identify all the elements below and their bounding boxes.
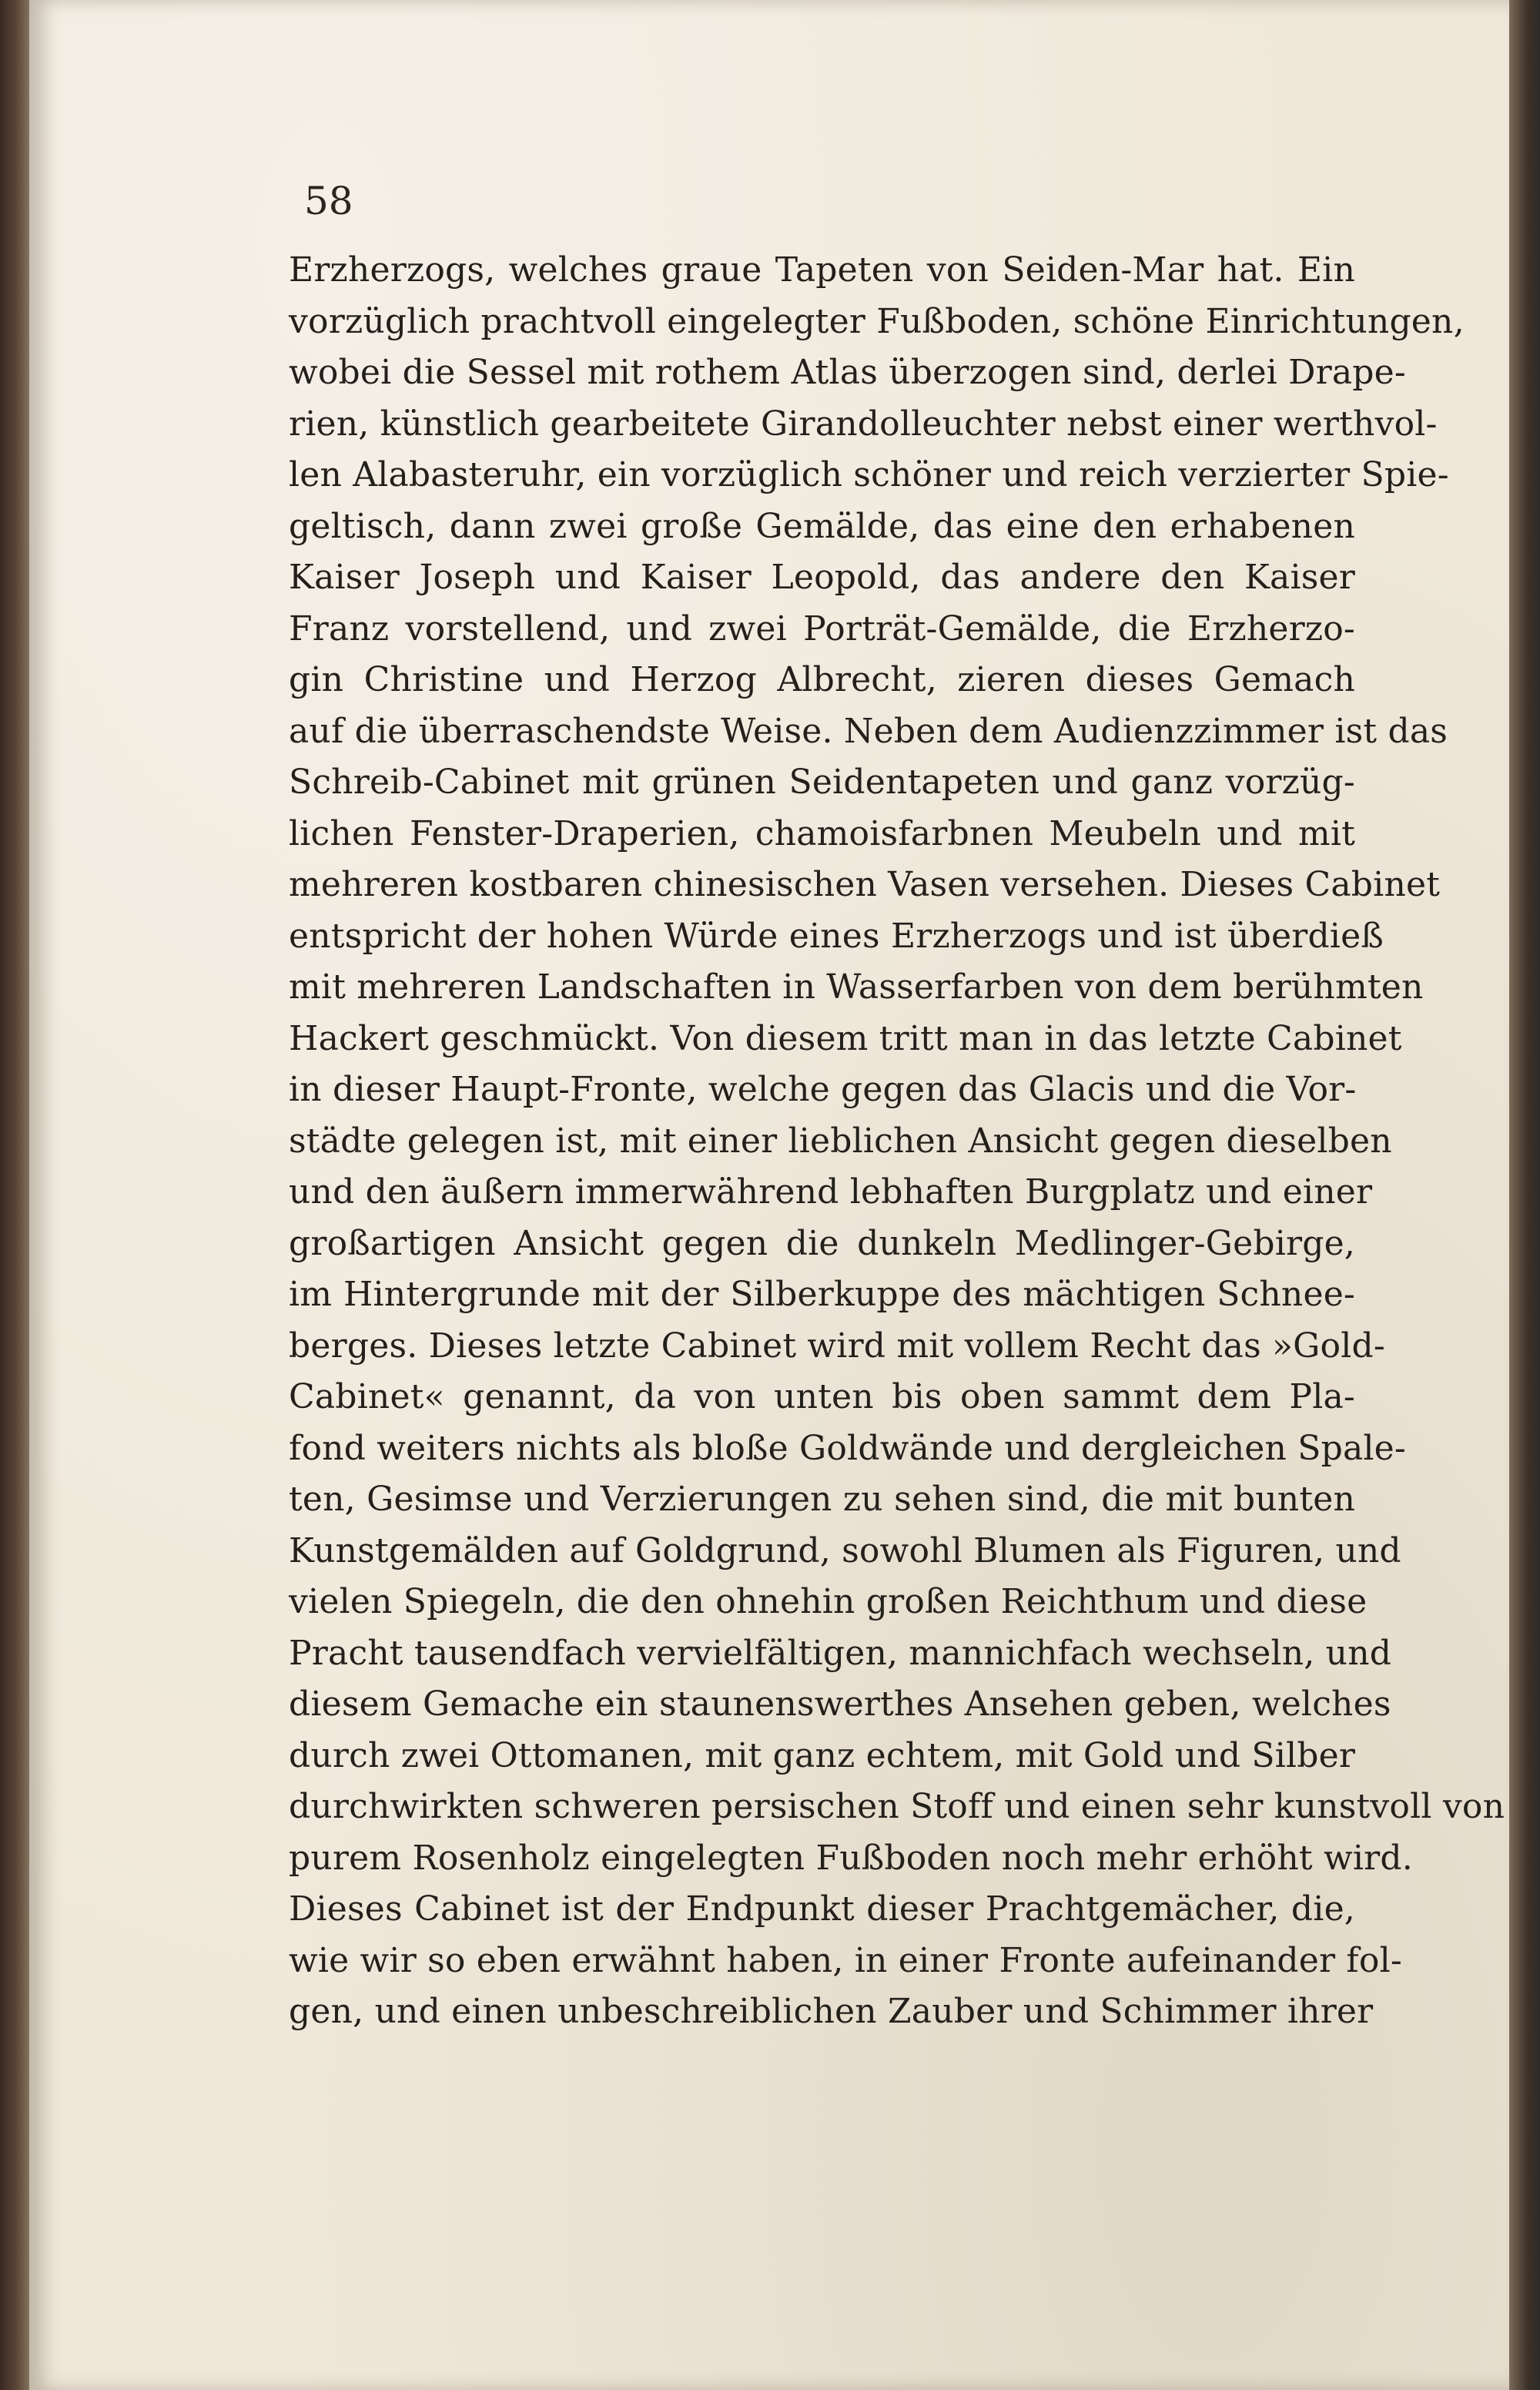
text-line: vorzüglich prachtvoll eingelegter Fußboden, schöne Einrichtungen, xyxy=(289,301,1465,341)
text-line: Schreib-Cabinet mit grünen Seidentapeten und ganz vorzüg- xyxy=(289,763,1355,802)
text-line: gen, und einen unbeschreiblichen Zauber und Schimmer ihrer xyxy=(289,1992,1374,2031)
text-line: Hackert geschmückt. Von diesem tritt man in das letzte Cabinet xyxy=(289,1018,1402,1058)
text-line: in dieser Haupt-Fronte, welche gegen das Glacis und die Vor- xyxy=(289,1070,1357,1109)
text-line: städte gelegen ist, mit einer lieblichen Ansicht gegen dieselben xyxy=(289,1121,1392,1161)
page-edge xyxy=(1509,0,1540,2390)
text-line: diesem Gemache ein staunenswerthes Ansehen geben, welches xyxy=(289,1684,1391,1724)
text-line: wie wir so eben erwähnt haben, in einer Fronte aufeinander fol- xyxy=(289,1940,1402,1980)
text-line: durchwirkten schweren persischen Stoff und einen sehr kunstvoll von xyxy=(289,1787,1505,1826)
text-line: geltisch, dann zwei große Gemälde, das eine den erhabenen xyxy=(289,506,1355,546)
text-line: purem Rosenholz eingelegten Fußboden noch mehr erhöht wird. xyxy=(289,1838,1413,1878)
body-text xyxy=(289,245,1505,2038)
text-line: gin Christine und Herzog Albrecht, zieren dieses Gemach xyxy=(289,660,1355,699)
text-line: rien, künstlich gearbeitete Girandolleuchter nebst einer werthvol- xyxy=(289,404,1438,444)
text-line: fond weiters nichts als bloße Goldwände und dergleichen Spale- xyxy=(289,1428,1406,1468)
text-line: mehreren kostbaren chinesischen Vasen versehen. Dieses Cabinet xyxy=(289,865,1441,904)
text-line: berges. Dieses letzte Cabinet wird mit vollem Recht das »Gold- xyxy=(289,1326,1385,1366)
text-line: Kaiser Joseph und Kaiser Leopold, das andere den Kaiser xyxy=(289,558,1355,597)
text-line: Kunstgemälden auf Goldgrund, sowohl Blumen als Figuren, und xyxy=(289,1530,1401,1570)
text-line: Cabinet« genannt, da von unten bis oben sammt dem Pla- xyxy=(289,1377,1355,1416)
text-line: Dieses Cabinet ist der Endpunkt dieser Prachtgemächer, die, xyxy=(289,1889,1355,1929)
text-line: ten, Gesimse und Verzierungen zu sehen sind, die mit bunten xyxy=(289,1480,1355,1519)
text-line: vielen Spiegeln, die den ohnehin großen Reichthum und diese xyxy=(289,1582,1368,1621)
text-line: Franz vorstellend, und zwei Porträt-Gemälde, die Erzherzo- xyxy=(289,608,1355,649)
text-line: Pracht tausendfach vervielfältigen, mannichfach wechseln, und xyxy=(289,1633,1392,1673)
text-line: großartigen Ansicht gegen die dunkeln Medlinger-Gebirge, xyxy=(289,1223,1355,1263)
text-line: mit mehreren Landschaften in Wasserfarben von dem berühmten xyxy=(289,967,1424,1007)
text-line: im Hintergrunde mit der Silberkuppe des mächtigen Schnee- xyxy=(289,1275,1355,1314)
text-line: wobei die Sessel mit rothem Atlas überzogen sind, derlei Drape- xyxy=(289,353,1406,392)
page-number: 58 xyxy=(304,179,353,223)
text-line: len Alabasteruhr, ein vorzüglich schöner und reich verzierter Spie- xyxy=(289,455,1449,494)
text-line: auf die überraschendste Weise. Neben dem Audienzzimmer ist das xyxy=(289,711,1448,751)
text-line: Erzherzogs, welches graue Tapeten von Seiden-Mar hat. Ein xyxy=(289,250,1355,290)
text-line: entspricht der hohen Würde eines Erzherzogs und ist überdieß xyxy=(289,916,1384,956)
text-line: durch zwei Ottomanen, mit ganz echtem, mit Gold und Silber xyxy=(289,1735,1356,1775)
text-line: und den äußern immerwährend lebhaften Burgplatz und einer xyxy=(289,1172,1373,1212)
text-line: lichen Fenster-Draperien, chamoisfarbnen Meubeln und mit xyxy=(289,813,1355,853)
